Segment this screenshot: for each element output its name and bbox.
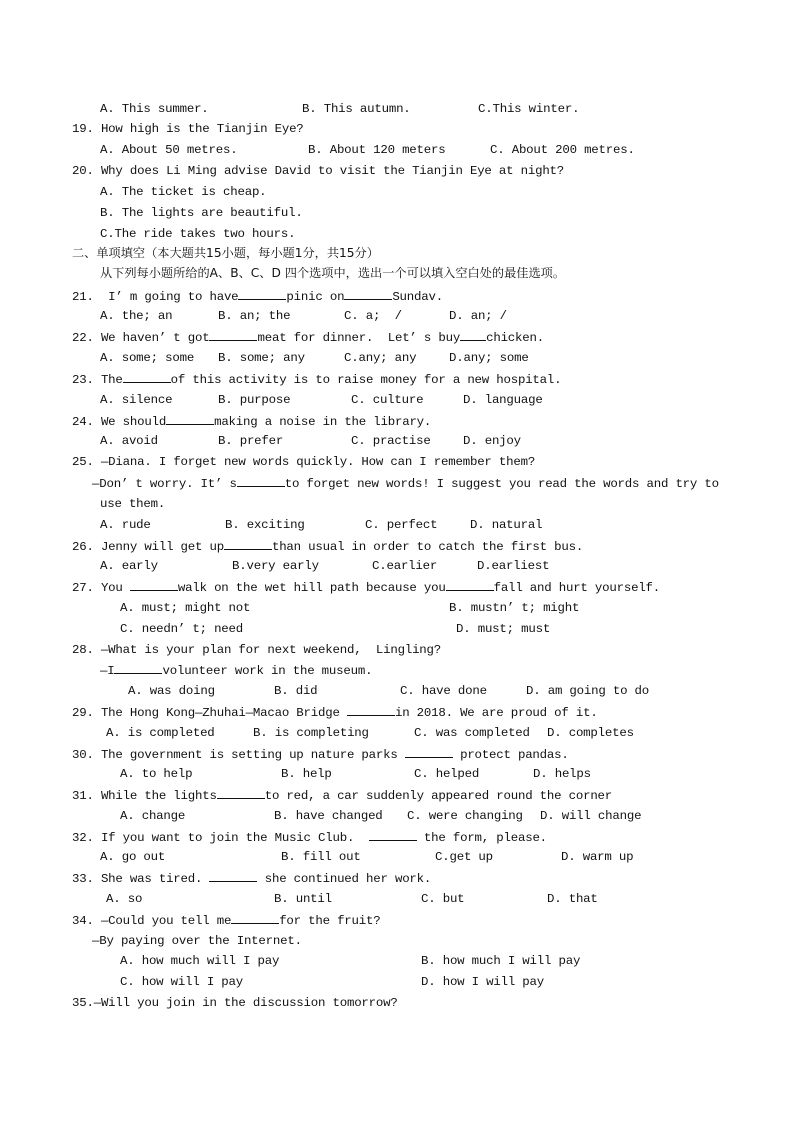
stem-part: —Don’ t worry. It’ s [92, 477, 237, 491]
answer-blank [460, 328, 486, 341]
question-text [72, 911, 381, 930]
stem-part: chicken. [486, 331, 544, 345]
stem-part: 26. Jenny will get up [72, 540, 224, 554]
q26-options [0, 557, 550, 575]
answer-blank [446, 578, 494, 591]
stem-part: to red, a car suddenly appeared round the corner [264, 789, 613, 803]
option-c: C. how will I pay [120, 975, 244, 989]
answer-blank [209, 328, 257, 341]
stem-part: 29. The Hong Kong—Zhuhai—Macao Bridge [72, 706, 347, 720]
q32-stem [0, 828, 547, 846]
answer-blank [231, 911, 279, 924]
instruction-text: 从下列每小题所给的A、B、C、D 四个选项中，选出一个可以填入空白处的最佳选项。 [100, 266, 566, 280]
q34-options-row1 [0, 952, 581, 970]
q24-stem [0, 412, 432, 430]
question-text: 28. —What is your plan for next weekend, Lingling? [72, 643, 442, 657]
stem-part: 23. The [72, 373, 123, 387]
q23-stem [0, 370, 562, 388]
option-b: B. fill out [281, 850, 361, 864]
section-heading [0, 244, 379, 262]
option-d: D. that [547, 892, 598, 906]
q20-option-b [0, 204, 303, 222]
stem-part: Sundav. [392, 290, 443, 304]
q23-options [0, 391, 543, 409]
option-b: B. exciting [225, 518, 305, 532]
q33-stem [0, 869, 432, 887]
question-text [92, 474, 719, 493]
option-b: B. This autumn. [302, 102, 411, 116]
q27-options-row1 [0, 599, 580, 617]
option-a: A. to help [120, 767, 193, 781]
stem-part: 22. We haven’ t got [72, 331, 210, 345]
q22-stem [0, 328, 544, 346]
option-b: B. how much I will pay [421, 954, 581, 968]
q18-options [0, 100, 580, 118]
q21-stem [0, 287, 443, 305]
option-c: C.any; any [344, 351, 417, 365]
answer-blank [224, 537, 272, 550]
option-a: A. avoid [100, 434, 158, 448]
q29-options [0, 724, 634, 742]
option-c: C. practise [351, 434, 431, 448]
stem-part: 31. While the lights [72, 789, 217, 803]
option-b: B. About 120 meters [308, 143, 446, 157]
q25-options [0, 516, 543, 534]
q21-options [0, 307, 507, 325]
q27-stem [0, 578, 661, 596]
option-c: C. perfect [365, 518, 438, 532]
q31-stem [0, 786, 613, 804]
q30-options [0, 765, 591, 783]
option-d: D. helps [533, 767, 591, 781]
answer-blank [369, 828, 417, 841]
stem-part: the form, please. [416, 831, 547, 845]
stem-part: of this activity is to raise money for a new hospital. [170, 373, 562, 387]
question-text: 35.—Will you join in the discussion tomorrow? [72, 996, 398, 1010]
question-text: 20. Why does Li Ming advise David to visit the Tianjin Eye at night? [72, 164, 565, 178]
stem-part: pinic on [286, 290, 345, 304]
stem-part: 32. If you want to join the Music Club. [72, 831, 369, 845]
option-b: B. have changed [274, 809, 383, 823]
option-a: A. how much will I pay [120, 954, 280, 968]
q26-stem [0, 537, 584, 555]
question-text [72, 745, 569, 764]
q31-options [0, 807, 642, 825]
option-c: C. was completed [414, 726, 530, 740]
option-c: C.get up [435, 850, 493, 864]
section-title: 二、单项填空（本大题共15小题，每小题1分，共15分） [72, 246, 379, 260]
option-a: A. silence [100, 393, 173, 407]
option-d: D. an; / [449, 309, 507, 323]
question-text [72, 328, 544, 347]
option-b: B. some; any [218, 351, 305, 365]
question-text [72, 578, 660, 597]
q28-line2 [0, 661, 373, 679]
q25-line1 [0, 453, 536, 471]
question-text [72, 370, 561, 389]
answer-blank [405, 745, 453, 758]
question-text [100, 661, 372, 680]
option-d: D. enjoy [463, 434, 521, 448]
option-a: A. change [120, 809, 186, 823]
answer-blank [209, 869, 257, 882]
option-a: A. The ticket is cheap. [100, 185, 267, 199]
option-d: D.earliest [477, 559, 550, 573]
option-c: C. were changing [407, 809, 523, 823]
q28-line1 [0, 641, 442, 659]
stem-part: walk on the wet hill path because you [177, 581, 446, 595]
question-text: —By paying over the Internet. [92, 934, 302, 948]
option-a: A. is completed [106, 726, 215, 740]
question-text: 19. How high is the Tianjin Eye? [72, 122, 304, 136]
stem-part: for the fruit? [279, 914, 381, 928]
option-c: C. helped [414, 767, 480, 781]
q30-stem [0, 745, 569, 763]
option-b: B. help [281, 767, 332, 781]
q25-line2 [0, 474, 719, 492]
option-d: D.any; some [449, 351, 529, 365]
stem-part: in 2018. We are proud of it. [394, 706, 598, 720]
option-d: D. how I will pay [421, 975, 545, 989]
q25-line3 [0, 495, 166, 513]
q27-options-row2 [0, 620, 551, 638]
stem-part: 30. The government is setting up nature parks [72, 748, 405, 762]
answer-blank [123, 370, 171, 383]
option-a: A. early [100, 559, 158, 573]
stem-part: fall and hurt yourself. [493, 581, 661, 595]
option-d: D. natural [470, 518, 543, 532]
option-c: C. a; / [344, 309, 402, 323]
question-text: 25. —Diana. I forget new words quickly. How can I remember them? [72, 455, 536, 469]
option-b: B. purpose [218, 393, 291, 407]
option-c: C. needn’ t; need [120, 622, 244, 636]
option-b: B. The lights are beautiful. [100, 206, 303, 220]
option-d: D. language [463, 393, 543, 407]
q22-options [0, 349, 529, 367]
stem-part: —I [100, 664, 115, 678]
q20-option-c [0, 225, 296, 243]
question-text [72, 869, 431, 888]
stem-part: she continued her work. [257, 872, 432, 886]
stem-part: protect pandas. [452, 748, 569, 762]
stem-part: 33. She was tired. [72, 872, 210, 886]
q20-option-a [0, 183, 267, 201]
section-instruction [0, 264, 566, 282]
stem-part: making a noise in the library. [214, 415, 432, 429]
option-c: C. About 200 metres. [490, 143, 635, 157]
q32-options [0, 848, 634, 866]
option-b: B. is completing [253, 726, 369, 740]
answer-blank [130, 578, 178, 591]
option-b: B. prefer [218, 434, 284, 448]
question-text [72, 828, 547, 847]
option-c: C.earlier [372, 559, 438, 573]
stem-part: 27. You [72, 581, 130, 595]
option-a: A. the; an [100, 309, 173, 323]
option-a: A. About 50 metres. [100, 143, 238, 157]
stem-part: 24. We should [72, 415, 167, 429]
option-b: B. mustn’ t; might [449, 601, 580, 615]
option-c: C.This winter. [478, 102, 580, 116]
q19-stem [0, 120, 304, 138]
stem-part: 21. I’ m going to have [72, 290, 239, 304]
option-c: C.The ride takes two hours. [100, 227, 296, 241]
option-a: A. go out [100, 850, 166, 864]
stem-part: than usual in order to catch the first bus. [271, 540, 584, 554]
option-b: B. did [274, 684, 318, 698]
question-text [72, 412, 431, 431]
q29-stem [0, 703, 598, 721]
question-text [72, 537, 583, 556]
option-c: C. culture [351, 393, 424, 407]
option-d: D. am going to do [526, 684, 650, 698]
option-a: A. so [106, 892, 143, 906]
q33-options [0, 890, 598, 908]
answer-blank [238, 287, 286, 300]
option-b: B. an; the [218, 309, 291, 323]
option-a: A. some; some [100, 351, 195, 365]
question-text [72, 703, 598, 722]
answer-blank [114, 661, 162, 674]
option-c: C. have done [400, 684, 487, 698]
option-b: B. until [274, 892, 332, 906]
option-a: A. This summer. [100, 102, 209, 116]
option-c: C. but [421, 892, 465, 906]
option-b: B.very early [232, 559, 319, 573]
stem-part: to forget new words! I suggest you read the words and try to [284, 477, 719, 491]
answer-blank [347, 703, 395, 716]
option-d: D. will change [540, 809, 642, 823]
stem-part: volunteer work in the museum. [162, 664, 373, 678]
q24-options [0, 432, 521, 450]
option-d: D. must; must [456, 622, 551, 636]
question-text [72, 287, 443, 306]
answer-blank [237, 474, 285, 487]
q20-stem [0, 162, 565, 180]
q35-line1 [0, 994, 398, 1012]
q19-options [0, 141, 635, 159]
q28-options [0, 682, 650, 700]
option-d: D. completes [547, 726, 634, 740]
q34-line2 [0, 932, 302, 950]
stem-part: meat for dinner. Let’ s buy [257, 331, 461, 345]
answer-blank [344, 287, 392, 300]
stem-part: 34. —Could you tell me [72, 914, 232, 928]
question-text [72, 786, 612, 805]
q34-options-row2 [0, 973, 545, 991]
option-a: A. rude [100, 518, 151, 532]
answer-blank [166, 412, 214, 425]
answer-blank [217, 786, 265, 799]
option-d: D. warm up [561, 850, 634, 864]
option-a: A. was doing [128, 684, 215, 698]
q34-line1 [0, 911, 381, 929]
question-text: use them. [100, 497, 166, 511]
option-a: A. must; might not [120, 601, 251, 615]
